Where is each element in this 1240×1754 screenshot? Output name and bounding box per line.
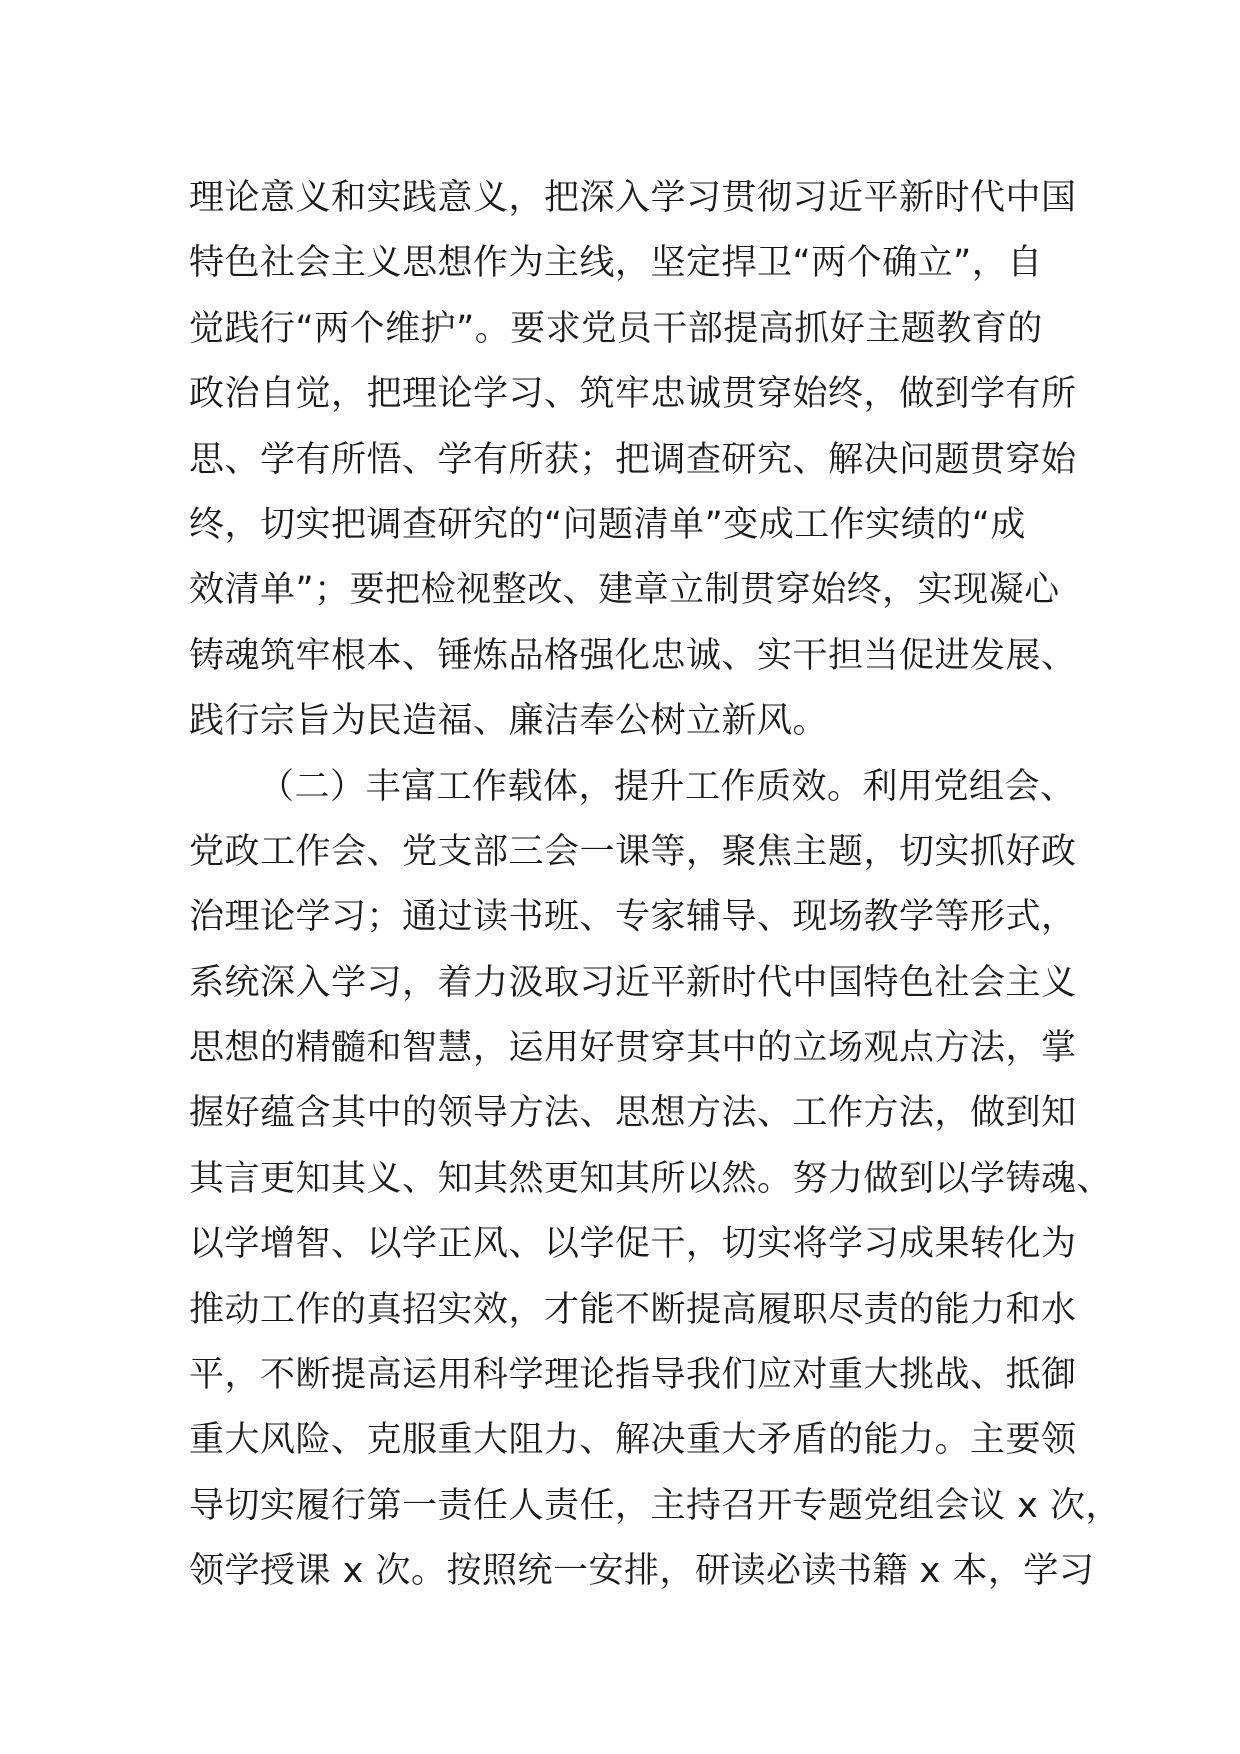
text-line: 觉践行“两个维护”。要求党员干部提高抓好主题教育的 xyxy=(189,308,1043,349)
text-line: 导切实履行第一责任人责任，主持召开专题党组会议 x 次， xyxy=(189,1485,1121,1526)
text-line: 思想的精髓和智慧，运用好贯穿其中的立场观点方法，掌 xyxy=(189,1028,1077,1069)
text-line: 领学授课 x 次。按照统一安排，研读必读书籍 x 本，学习 xyxy=(189,1551,1095,1592)
text-line: 效清单”；要把检视整改、建章立制贯穿始终，实现凝心 xyxy=(189,570,1060,611)
text-line: 特色社会主义思想作为主线，坚定捍卫“两个确立”，自 xyxy=(189,243,1043,284)
text-line: 政治自觉，把理论学习、筑牢忠诚贯穿始终，做到学有所 xyxy=(189,374,1077,415)
text-line: 终，切实把调查研究的“问题清单”变成工作实绩的“成 xyxy=(189,504,1026,545)
section-heading-line: （二）丰富工作载体，提升工作质效。利用党组会、 xyxy=(259,766,1076,807)
text-line: 重大风险、克服重大阻力、解决重大矛盾的能力。主要领 xyxy=(189,1420,1077,1461)
text-line: 握好蕴含其中的领导方法、思想方法、工作方法，做到知 xyxy=(189,1093,1077,1134)
text-line: 系统深入学习，着力汲取习近平新时代中国特色社会主义 xyxy=(189,962,1077,1003)
text-line: 推动工作的真招实效，才能不断提高履职尽责的能力和水 xyxy=(189,1289,1077,1330)
text-line: 思、学有所悟、学有所获；把调查研究、解决问题贯穿始 xyxy=(189,439,1077,480)
text-line: 平，不断提高运用科学理论指导我们应对重大挑战、抵御 xyxy=(189,1355,1077,1396)
text-line: 理论意义和实践意义，把深入学习贯彻习近平新时代中国 xyxy=(189,178,1077,218)
body-text xyxy=(189,166,1121,1605)
text-line: 其言更知其义、知其然更知其所以然。努力做到以学铸魂、 xyxy=(189,1158,1113,1199)
text-line: 以学增智、以学正风、以学促干，切实将学习成果转化为 xyxy=(189,1224,1077,1265)
text-line: 治理论学习；通过读书班、专家辅导、现场教学等形式， xyxy=(189,897,1077,938)
text-line: 践行宗旨为民造福、廉洁奉公树立新风。 xyxy=(189,701,829,742)
text-line: 铸魂筑牢根本、锤炼品格强化忠诚、实干担当促进发展、 xyxy=(189,635,1077,676)
text-line: 党政工作会、党支部三会一课等，聚焦主题，切实抓好政 xyxy=(189,831,1077,872)
